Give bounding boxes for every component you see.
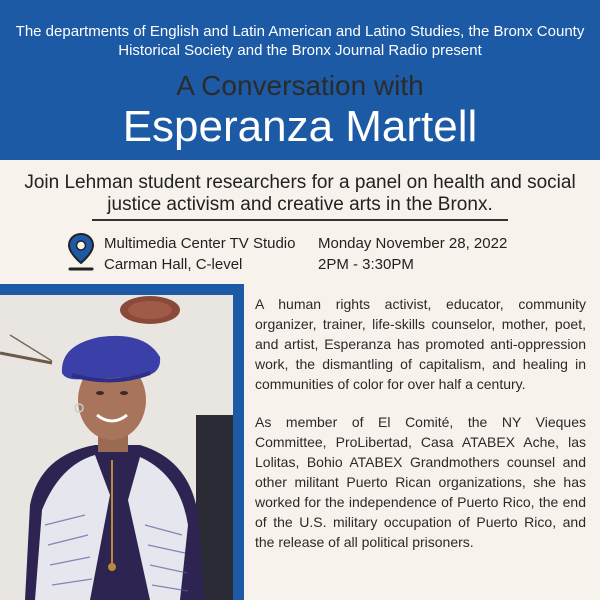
speaker-portrait-illustration: [0, 295, 233, 600]
header-banner: [0, 0, 600, 160]
bio-paragraph-1: A human rights activist, educator, community organizer, trainer, life-skills counselor, mother, poet, and artist, Esperanza has promoted anti-oppression work, the dismantling of capitalism, and healing in communities of color for over half a century.: [255, 296, 586, 392]
event-tagline: Join Lehman student researchers for a panel on health and social justice activism and creative arts in the Bronx.: [24, 172, 576, 215]
biography: [255, 294, 586, 570]
presenters-text: The departments of English and Latin American and Latino Studies, the Bronx County Historical Society and the Bronx Journal Radio present: [15, 23, 585, 59]
datetime-block: [318, 233, 507, 275]
venue-line-1: Multimedia Center TV Studio: [104, 235, 296, 252]
speaker-photo: [0, 295, 233, 600]
venue-block: [104, 233, 295, 275]
location-pin-icon: [66, 232, 96, 272]
bio-paragraph-2: As member of El Comité, the NY Vieques Committee, ProLibertad, Casa ATABEX Ache, las Lolitas, Bohio ATABEX Grandmothers counsel and other militant Puerto Rican organizations, she has worked for the independence of Puerto Rico, the end of the U.S. military occupation of Puerto Rico, and the release of all political prisoners.: [255, 414, 586, 550]
event-kicker: A Conversation with: [176, 70, 424, 101]
speaker-name: Esperanza Martell: [122, 102, 478, 151]
venue-line-2: Carman Hall, C-level: [104, 256, 243, 273]
divider-rule: [92, 219, 508, 221]
event-time: 2PM - 3:30PM: [318, 256, 414, 273]
event-date: Monday November 28, 2022: [318, 235, 508, 252]
